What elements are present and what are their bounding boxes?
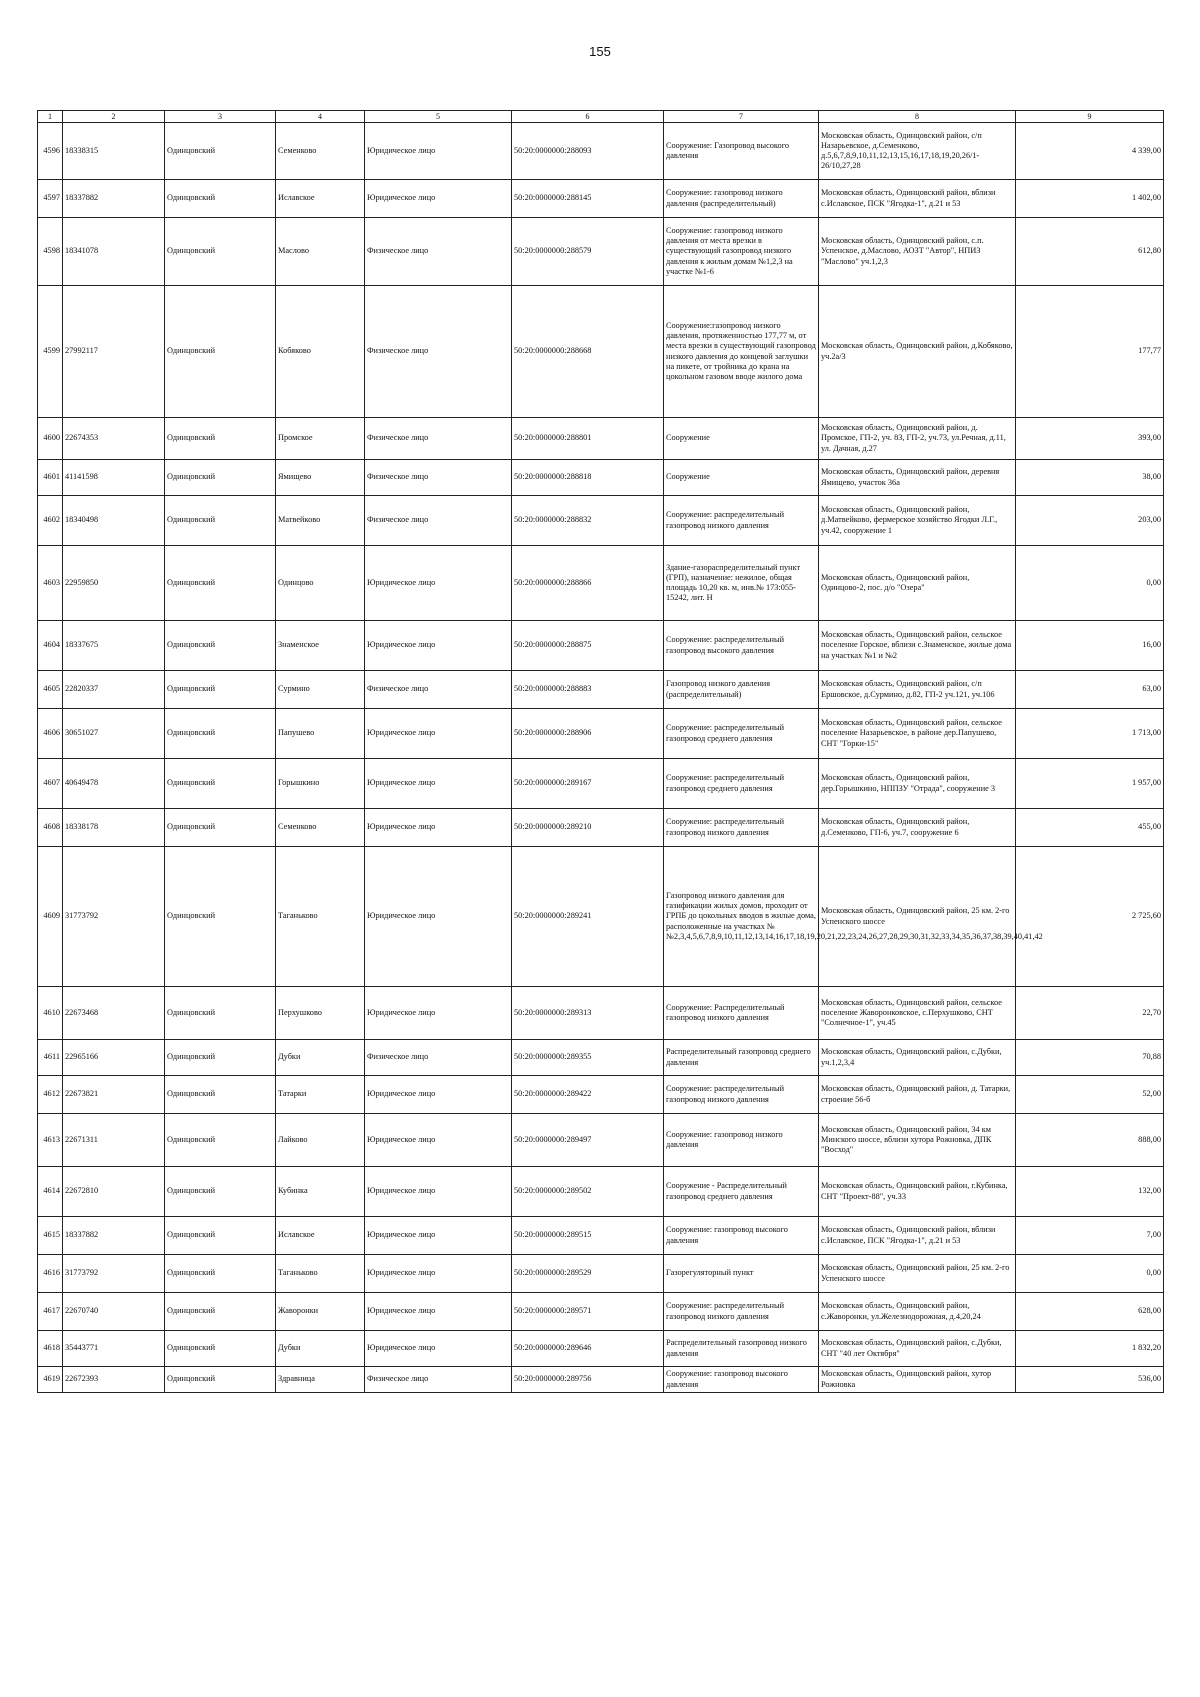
cadastral-number-cell: 50:20:0000000:288883 — [512, 671, 664, 709]
cadastral-number-cell: 50:20:0000000:289167 — [512, 759, 664, 809]
district-cell: Одинцовский — [165, 418, 276, 460]
district-cell: Одинцовский — [165, 987, 276, 1040]
object-description-cell: Сооружение: распределительный газопровод среднего давления — [664, 759, 819, 809]
table-row — [38, 847, 1164, 987]
cadastral-number-cell: 50:20:0000000:289497 — [512, 1114, 664, 1167]
row-number: 4613 — [38, 1114, 63, 1167]
owner-type-cell: Юридическое лицо — [365, 809, 512, 847]
object-description-cell: Сооружение: распределительный газопровод среднего давления — [664, 709, 819, 759]
value-cell: 132,00 — [1016, 1167, 1164, 1217]
cadastral-number-cell: 50:20:0000000:289529 — [512, 1255, 664, 1293]
cadastral-number-cell: 50:20:0000000:288801 — [512, 418, 664, 460]
owner-type-cell: Юридическое лицо — [365, 1217, 512, 1255]
table-row — [38, 1076, 1164, 1114]
column-number: 6 — [512, 111, 664, 123]
row-number: 4598 — [38, 218, 63, 286]
owner-type-cell: Юридическое лицо — [365, 1255, 512, 1293]
table-row — [38, 123, 1164, 180]
district-cell: Одинцовский — [165, 809, 276, 847]
object-description-cell: Сооружение: газопровод низкого давления (распределительный) — [664, 180, 819, 218]
value-cell: 0,00 — [1016, 1255, 1164, 1293]
cadastral-number-cell: 50:20:0000000:288906 — [512, 709, 664, 759]
object-description-cell: Сооружение — [664, 418, 819, 460]
column-number: 8 — [819, 111, 1016, 123]
district-cell: Одинцовский — [165, 621, 276, 671]
cadastral-number-cell: 50:20:0000000:288832 — [512, 496, 664, 546]
value-cell: 1 832,20 — [1016, 1331, 1164, 1367]
locality-cell: Маслово — [276, 218, 365, 286]
locality-cell: Таганьково — [276, 847, 365, 987]
record-id: 18337882 — [63, 180, 165, 218]
record-id: 27992117 — [63, 286, 165, 418]
owner-type-cell: Юридическое лицо — [365, 1331, 512, 1367]
record-id: 22959850 — [63, 546, 165, 621]
object-description-cell: Сооружение - Распределительный газопровод среднего давления — [664, 1167, 819, 1217]
owner-type-cell: Юридическое лицо — [365, 1114, 512, 1167]
row-number: 4596 — [38, 123, 63, 180]
row-number: 4618 — [38, 1331, 63, 1367]
owner-type-cell: Юридическое лицо — [365, 546, 512, 621]
row-number: 4604 — [38, 621, 63, 671]
district-cell: Одинцовский — [165, 847, 276, 987]
locality-cell: Кубинка — [276, 1167, 365, 1217]
object-description-cell: Газопровод низкого давления (распределительный) — [664, 671, 819, 709]
table-row — [38, 1367, 1164, 1393]
object-description-cell: Сооружение: распределительный газопровод высокого давления — [664, 621, 819, 671]
value-cell: 0,00 — [1016, 546, 1164, 621]
address-cell: Московская область, Одинцовский район, с/п Назарьевское, д.Семенково, д.5,6,7,8,9,10,11,12,13,15,16,17,18,19,20,26/1-26/10,27,28 — [819, 123, 1016, 180]
row-number: 4614 — [38, 1167, 63, 1217]
cadastral-number-cell: 50:20:0000000:289241 — [512, 847, 664, 987]
address-cell: Московская область, Одинцовский район, 34 км Минского шоссе, вблизи хутора Рожновка, ДПК "Восход" — [819, 1114, 1016, 1167]
table-row — [38, 418, 1164, 460]
address-cell: Московская область, Одинцовский район, д.Семенково, ГП-6, уч.7, сооружение 6 — [819, 809, 1016, 847]
address-cell: Московская область, Одинцовский район, дер.Горышкино, НППЗУ "Отрада", сооружение 3 — [819, 759, 1016, 809]
object-description-cell: Сооружение — [664, 460, 819, 496]
district-cell: Одинцовский — [165, 1293, 276, 1331]
address-cell: Московская область, Одинцовский район, 25 км. 2-го Успенского шоссе — [819, 847, 1016, 987]
column-number: 9 — [1016, 111, 1164, 123]
district-cell: Одинцовский — [165, 709, 276, 759]
table-row — [38, 1167, 1164, 1217]
address-cell: Московская область, Одинцовский район, д. Промское, ГП-2, уч. 83, ГП-2, уч.73, ул.Речная, д.11, ул. Дачная, д.27 — [819, 418, 1016, 460]
locality-cell: Лайково — [276, 1114, 365, 1167]
value-cell: 1 957,00 — [1016, 759, 1164, 809]
district-cell: Одинцовский — [165, 671, 276, 709]
locality-cell: Одинцово — [276, 546, 365, 621]
table-row — [38, 809, 1164, 847]
address-cell: Московская область, Одинцовский район, с.п. Успенское, д.Маслово, АОЗТ "Автор", НПИЗ "Маслово" уч.1,2,3 — [819, 218, 1016, 286]
district-cell: Одинцовский — [165, 286, 276, 418]
table-row — [38, 987, 1164, 1040]
locality-cell: Сурмино — [276, 671, 365, 709]
owner-type-cell: Юридическое лицо — [365, 759, 512, 809]
value-cell: 393,00 — [1016, 418, 1164, 460]
value-cell: 536,00 — [1016, 1367, 1164, 1393]
object-description-cell: Сооружение: газопровод высокого давления — [664, 1217, 819, 1255]
address-cell: Московская область, Одинцовский район, сельское поселение Горское, вблизи с.Знаменское, жилые дома на участках №1 и №2 — [819, 621, 1016, 671]
value-cell: 612,80 — [1016, 218, 1164, 286]
record-id: 31773792 — [63, 1255, 165, 1293]
address-cell: Московская область, Одинцовский район, с.Дубки, уч.1,2,3,4 — [819, 1040, 1016, 1076]
record-id: 18341078 — [63, 218, 165, 286]
cadastral-number-cell: 50:20:0000000:288093 — [512, 123, 664, 180]
locality-cell: Дубки — [276, 1331, 365, 1367]
table-row — [38, 218, 1164, 286]
locality-cell: Дубки — [276, 1040, 365, 1076]
object-description-cell: Сооружение: распределительный газопровод низкого давления — [664, 809, 819, 847]
value-cell: 628,00 — [1016, 1293, 1164, 1331]
cadastral-number-cell: 50:20:0000000:289502 — [512, 1167, 664, 1217]
value-cell: 455,00 — [1016, 809, 1164, 847]
record-id: 18337675 — [63, 621, 165, 671]
cadastral-number-cell: 50:20:0000000:289422 — [512, 1076, 664, 1114]
district-cell: Одинцовский — [165, 759, 276, 809]
locality-cell: Горышкино — [276, 759, 365, 809]
row-number: 4610 — [38, 987, 63, 1040]
district-cell: Одинцовский — [165, 496, 276, 546]
address-cell: Московская область, Одинцовский район, д.Кобяково, уч.2а/3 — [819, 286, 1016, 418]
owner-type-cell: Физическое лицо — [365, 460, 512, 496]
object-description-cell: Распределительный газопровод среднего давления — [664, 1040, 819, 1076]
owner-type-cell: Юридическое лицо — [365, 847, 512, 987]
value-cell: 2 725,60 — [1016, 847, 1164, 987]
record-id: 22673468 — [63, 987, 165, 1040]
address-cell: Московская область, Одинцовский район, вблизи с.Иславское, ПСК "Ягодка-1", д.21 и 53 — [819, 1217, 1016, 1255]
record-id: 22671311 — [63, 1114, 165, 1167]
cadastral-number-cell: 50:20:0000000:289210 — [512, 809, 664, 847]
row-number: 4616 — [38, 1255, 63, 1293]
row-number: 4605 — [38, 671, 63, 709]
record-id: 22674353 — [63, 418, 165, 460]
cadastral-number-cell: 50:20:0000000:289571 — [512, 1293, 664, 1331]
value-cell: 7,00 — [1016, 1217, 1164, 1255]
value-cell: 1 713,00 — [1016, 709, 1164, 759]
record-id: 18338315 — [63, 123, 165, 180]
object-description-cell: Распределительный газопровод низкого давления — [664, 1331, 819, 1367]
owner-type-cell: Физическое лицо — [365, 1367, 512, 1393]
row-number: 4600 — [38, 418, 63, 460]
district-cell: Одинцовский — [165, 1367, 276, 1393]
object-description-cell: Газорегуляторный пункт — [664, 1255, 819, 1293]
row-number: 4611 — [38, 1040, 63, 1076]
locality-cell: Ямищево — [276, 460, 365, 496]
table-row — [38, 1331, 1164, 1367]
locality-cell: Знаменское — [276, 621, 365, 671]
column-number: 4 — [276, 111, 365, 123]
record-id: 22672393 — [63, 1367, 165, 1393]
locality-cell: Семенково — [276, 123, 365, 180]
row-number: 4599 — [38, 286, 63, 418]
row-number: 4615 — [38, 1217, 63, 1255]
row-number: 4601 — [38, 460, 63, 496]
record-id: 22965166 — [63, 1040, 165, 1076]
locality-cell: Иславское — [276, 180, 365, 218]
record-id: 40649478 — [63, 759, 165, 809]
value-cell: 70,88 — [1016, 1040, 1164, 1076]
table-row — [38, 671, 1164, 709]
value-cell: 16,00 — [1016, 621, 1164, 671]
locality-cell: Папушево — [276, 709, 365, 759]
locality-cell: Здравница — [276, 1367, 365, 1393]
table-row — [38, 759, 1164, 809]
owner-type-cell: Юридическое лицо — [365, 123, 512, 180]
table-row — [38, 180, 1164, 218]
object-description-cell: Сооружение: газопровод низкого давления от места врезки в существующий газопровод низкого давления к жилым домам №1,2,3 на участке №1-6 — [664, 218, 819, 286]
table-row — [38, 621, 1164, 671]
table-row — [38, 1293, 1164, 1331]
object-description-cell: Сооружение: газопровод низкого давления — [664, 1114, 819, 1167]
cadastral-number-cell: 50:20:0000000:289313 — [512, 987, 664, 1040]
page-number: 155 — [589, 44, 611, 59]
row-number: 4609 — [38, 847, 63, 987]
value-cell: 1 402,00 — [1016, 180, 1164, 218]
address-cell: Московская область, Одинцовский район, вблизи с.Иславское, ПСК "Ягодка-1", д.21 и 53 — [819, 180, 1016, 218]
value-cell: 888,00 — [1016, 1114, 1164, 1167]
owner-type-cell: Физическое лицо — [365, 286, 512, 418]
object-description-cell: Газопровод низкого давления для газификации жилых домов, проходит от ГРПБ до цокольных вводов в жилые дома, расположенные на участках №№2,3,4,5,6,7,8,9,10,11,12,13,14,16,17,18,19,20,21,22,23,24,26,27,28,29,30,31,32,33,34,35,36,37,38,39,40,41,42 — [664, 847, 819, 987]
value-cell: 63,00 — [1016, 671, 1164, 709]
column-number: 2 — [63, 111, 165, 123]
district-cell: Одинцовский — [165, 180, 276, 218]
owner-type-cell: Физическое лицо — [365, 496, 512, 546]
value-cell: 177,77 — [1016, 286, 1164, 418]
owner-type-cell: Физическое лицо — [365, 418, 512, 460]
locality-cell: Жаворонки — [276, 1293, 365, 1331]
record-id: 18338178 — [63, 809, 165, 847]
district-cell: Одинцовский — [165, 1114, 276, 1167]
table-row — [38, 1114, 1164, 1167]
cadastral-number-cell: 50:20:0000000:288818 — [512, 460, 664, 496]
address-cell: Московская область, Одинцовский район, с.Дубки, СНТ "40 лет Октября" — [819, 1331, 1016, 1367]
cadastral-number-cell: 50:20:0000000:289515 — [512, 1217, 664, 1255]
table-row — [38, 709, 1164, 759]
record-id: 22670740 — [63, 1293, 165, 1331]
address-cell: Московская область, Одинцовский район, с.Жаворонки, ул.Железнодорожная, д.4,20,24 — [819, 1293, 1016, 1331]
row-number: 4608 — [38, 809, 63, 847]
cadastral-number-cell: 50:20:0000000:289756 — [512, 1367, 664, 1393]
district-cell: Одинцовский — [165, 1331, 276, 1367]
record-id: 35443771 — [63, 1331, 165, 1367]
cadastral-number-cell: 50:20:0000000:289355 — [512, 1040, 664, 1076]
table-row — [38, 1217, 1164, 1255]
owner-type-cell: Юридическое лицо — [365, 1293, 512, 1331]
object-description-cell: Сооружение: распределительный газопровод низкого давления — [664, 1293, 819, 1331]
record-id: 18340498 — [63, 496, 165, 546]
row-number: 4612 — [38, 1076, 63, 1114]
address-cell: Московская область, Одинцовский район, деревня Ямищево, участок 36а — [819, 460, 1016, 496]
address-cell: Московская область, Одинцовский район, с/п Ершовское, д.Сурмино, д.82, ГП-2 уч.121, уч.106 — [819, 671, 1016, 709]
owner-type-cell: Юридическое лицо — [365, 1167, 512, 1217]
address-cell: Московская область, Одинцовский район, хутор Рожновка — [819, 1367, 1016, 1393]
cadastral-number-cell: 50:20:0000000:288875 — [512, 621, 664, 671]
value-cell: 52,00 — [1016, 1076, 1164, 1114]
cadastral-number-cell: 50:20:0000000:289646 — [512, 1331, 664, 1367]
cadastral-number-cell: 50:20:0000000:288579 — [512, 218, 664, 286]
value-cell: 22,70 — [1016, 987, 1164, 1040]
object-description-cell: Сооружение: Газопровод высокого давления — [664, 123, 819, 180]
district-cell: Одинцовский — [165, 1167, 276, 1217]
object-description-cell: Сооружение: распределительный газопровод низкого давления — [664, 1076, 819, 1114]
record-id: 22820337 — [63, 671, 165, 709]
district-cell: Одинцовский — [165, 1217, 276, 1255]
locality-cell: Иславское — [276, 1217, 365, 1255]
cadastral-number-cell: 50:20:0000000:288145 — [512, 180, 664, 218]
cadastral-number-cell: 50:20:0000000:288668 — [512, 286, 664, 418]
locality-cell: Перхушково — [276, 987, 365, 1040]
object-description-cell: Здание-газораспределительный пункт (ГРП), назначение: нежилое, общая площадь 10,20 кв. м, инв.№ 173:055-15242, лит. Н — [664, 546, 819, 621]
column-number: 3 — [165, 111, 276, 123]
table-row — [38, 460, 1164, 496]
district-cell: Одинцовский — [165, 460, 276, 496]
row-number: 4607 — [38, 759, 63, 809]
table-row — [38, 546, 1164, 621]
table-row — [38, 286, 1164, 418]
owner-type-cell: Юридическое лицо — [365, 709, 512, 759]
district-cell: Одинцовский — [165, 123, 276, 180]
table-row — [38, 1255, 1164, 1293]
object-description-cell: Сооружение: распределительный газопровод низкого давления — [664, 496, 819, 546]
row-number: 4619 — [38, 1367, 63, 1393]
value-cell: 38,00 — [1016, 460, 1164, 496]
address-cell: Московская область, Одинцовский район, сельское поселение Назарьевское, в районе дер.Папушево, СНТ "Горки-15" — [819, 709, 1016, 759]
object-description-cell: Сооружение: газопровод высокого давления — [664, 1367, 819, 1393]
district-cell: Одинцовский — [165, 546, 276, 621]
district-cell: Одинцовский — [165, 1255, 276, 1293]
cadastral-number-cell: 50:20:0000000:288866 — [512, 546, 664, 621]
locality-cell: Матвейково — [276, 496, 365, 546]
value-cell: 4 339,00 — [1016, 123, 1164, 180]
owner-type-cell: Физическое лицо — [365, 671, 512, 709]
locality-cell: Кобяково — [276, 286, 365, 418]
locality-cell: Татарки — [276, 1076, 365, 1114]
owner-type-cell: Юридическое лицо — [365, 621, 512, 671]
address-cell: Московская область, Одинцовский район, г.Кубинка, СНТ "Проект-88", уч.33 — [819, 1167, 1016, 1217]
owner-type-cell: Юридическое лицо — [365, 180, 512, 218]
record-id: 41141598 — [63, 460, 165, 496]
locality-cell: Семенково — [276, 809, 365, 847]
locality-cell: Таганьково — [276, 1255, 365, 1293]
table-row — [38, 496, 1164, 546]
object-description-cell: Сооружение: Распределительный газопровод низкого давления — [664, 987, 819, 1040]
record-id: 22672810 — [63, 1167, 165, 1217]
address-cell: Московская область, Одинцовский район, д. Татарки, строение 56-б — [819, 1076, 1016, 1114]
table-body — [38, 123, 1164, 1393]
record-id: 18337882 — [63, 1217, 165, 1255]
object-description-cell: Сооружение:газопровод низкого давления, протяженностью 177,77 м, от места врезки в существующий газопровод низкого давления до концевой заглушки на пикете, от тройника до крана на цокольном газовом вводе жилого дома — [664, 286, 819, 418]
address-cell: Московская область, Одинцовский район, сельское поселение Жаворонковское, с.Перхушково, СНТ "Солнечное-1", уч.45 — [819, 987, 1016, 1040]
column-number-row — [38, 111, 1164, 123]
record-id: 22673821 — [63, 1076, 165, 1114]
owner-type-cell: Физическое лицо — [365, 1040, 512, 1076]
address-cell: Московская область, Одинцовский район, Одинцово-2, пос. д/о "Озера" — [819, 546, 1016, 621]
owner-type-cell: Юридическое лицо — [365, 987, 512, 1040]
column-number: 7 — [664, 111, 819, 123]
register-table — [37, 110, 1164, 1393]
district-cell: Одинцовский — [165, 218, 276, 286]
locality-cell: Промское — [276, 418, 365, 460]
record-id: 30651027 — [63, 709, 165, 759]
row-number: 4597 — [38, 180, 63, 218]
value-cell: 203,00 — [1016, 496, 1164, 546]
row-number: 4617 — [38, 1293, 63, 1331]
district-cell: Одинцовский — [165, 1040, 276, 1076]
row-number: 4603 — [38, 546, 63, 621]
owner-type-cell: Юридическое лицо — [365, 1076, 512, 1114]
record-id: 31773792 — [63, 847, 165, 987]
address-cell: Московская область, Одинцовский район, д.Матвейково, фермерское хозяйство Ягодки Л.Г., уч.42, сооружение 1 — [819, 496, 1016, 546]
column-number: 1 — [38, 111, 63, 123]
row-number: 4602 — [38, 496, 63, 546]
owner-type-cell: Физическое лицо — [365, 218, 512, 286]
column-number: 5 — [365, 111, 512, 123]
district-cell: Одинцовский — [165, 1076, 276, 1114]
address-cell: Московская область, Одинцовский район, 25 км. 2-го Успенского шоссе — [819, 1255, 1016, 1293]
table-row — [38, 1040, 1164, 1076]
row-number: 4606 — [38, 709, 63, 759]
